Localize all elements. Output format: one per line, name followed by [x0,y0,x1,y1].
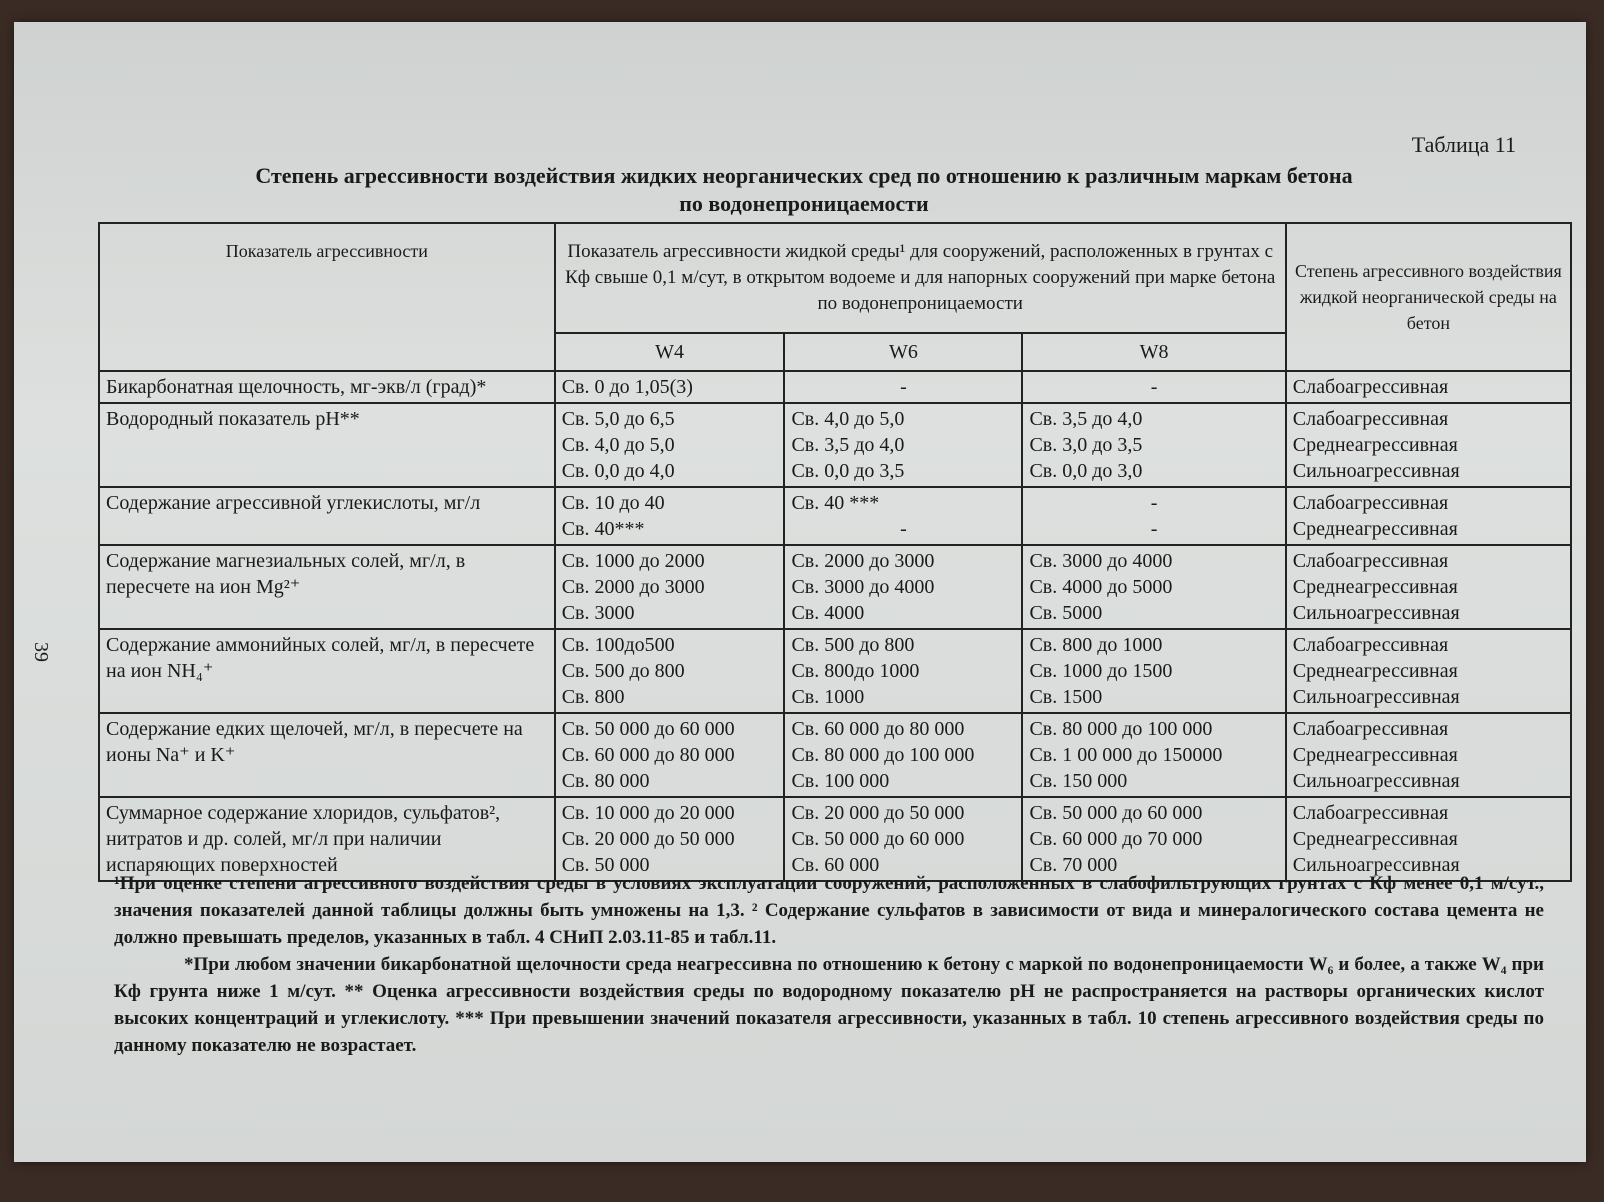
header-w4: W4 [555,333,785,371]
cell-w4 [555,403,785,487]
table-row [99,487,1571,545]
cell-indicator: Суммарное содержание хлоридов, сульфатов², нитратов и др. солей, мг/л при наличии испаряющих поверхностей [99,797,555,881]
cell-indicator: Содержание магнезиальных солей, мг/л, в пересчете на ион Mg²⁺ [99,545,555,629]
cell-w8 [1022,371,1285,403]
cell-value: Св. 40 *** [791,492,880,514]
cell-value: Св. 150 000 [1029,770,1128,792]
cell-indicator: Содержание агрессивной углекислоты, мг/л [99,487,555,545]
cell-degree [1286,629,1571,713]
cell-value: Сильноагрессивная [1292,770,1460,792]
cell-value: Св. 4000 до 5000 [1029,576,1173,598]
table-row [99,371,1571,403]
cell-value: Св. 0,0 до 3,0 [1029,460,1143,482]
cell-value: Св. 3,0 до 3,5 [1029,434,1143,456]
page-number: 39 [30,642,52,662]
cell-value: Св. 80 000 до 100 000 [1029,718,1213,740]
cell-value: Сильноагрессивная [1292,686,1460,708]
footnote-2: *При любом значении бикарбонатной щелочности среда неагрессивна по отношению к бетону с маркой по водонепроницаемости W₆ и более, а также W₄ при Кф грунта ниже 1 м/сут. ** Оценка агрессивности воздействия среды по водородному показателю рН не распространяется на растворы органических кислот высоких концентраций и углекислоту. *** При превышении значений показателя агрессивности, указанных в табл. 10 степень агрессивного воздействия среды по данному показателю не возрастает. [114,954,1544,1056]
table-row [99,403,1571,487]
header-indicator: Показатель агрессивности [99,223,555,371]
cell-value: Св. 80 000 [561,770,650,792]
cell-degree [1286,403,1571,487]
cell-value: Св. 20 000 до 50 000 [561,828,735,850]
table-title [84,162,1524,218]
cell-w4 [555,371,785,403]
cell-w8 [1022,545,1285,629]
cell-indicator: Содержание аммонийных солей, мг/л, в пересчете на ион NH₄⁺ [99,629,555,713]
cell-value: Слабоагрессивная [1292,408,1449,430]
cell-w8 [1022,487,1285,545]
title-line-1: Степень агрессивности воздействия жидких неорганических сред по отношению к различным маркам бетона [255,163,1353,188]
cell-w6 [784,487,1022,545]
cell-value: Св. 500 до 800 [561,660,685,682]
cell-indicator: Содержание едких щелочей, мг/л, в пересчете на ионы Na⁺ и K⁺ [99,713,555,797]
cell-value: Св. 100до500 [561,634,675,656]
cell-value: Св. 3000 до 4000 [791,576,935,598]
cell-degree [1286,487,1571,545]
cell-value: Среднеагрессивная [1292,828,1458,850]
cell-value: Слабоагрессивная [1292,376,1449,398]
cell-value: Св. 4,0 до 5,0 [561,434,675,456]
footnote-1: ¹При оценке степени агрессивного воздействия среды в условиях эксплуатации сооружений, расположенных в слабофильтрующих грунтах с Кф менее 0,1 м/сут., значения показателей данной таблицы должны быть умножены на 1,3. ² Содержание сульфатов в зависимости от вида и минералогического состава цемента не должно превышать пределов, указанных в табл. 4 СНиП 2.03.11-85 и табл.11. [114,873,1544,948]
aggressiveness-table [98,222,1572,882]
header-degree: Степень агрессивного воздействия жидкой неорганической среды на бетон [1286,223,1571,371]
cell-value: Среднеагрессивная [1292,660,1458,682]
cell-value: Св. 1000 до 2000 [561,550,705,572]
cell-value: Св. 0,0 до 4,0 [561,460,675,482]
cell-value: Св. 60 000 [791,854,880,876]
cell-w4 [555,797,785,881]
cell-value: - [900,518,907,540]
cell-value: Св. 1000 до 1500 [1029,660,1173,682]
document-page [14,22,1586,1162]
cell-value: Св. 80 000 до 100 000 [791,744,975,766]
cell-value: Слабоагрессивная [1292,550,1449,572]
cell-value: Св. 500 до 800 [791,634,915,656]
cell-indicator: Бикарбонатная щелочность, мг-экв/л (град)* [99,371,555,403]
cell-value: Св. 5,0 до 6,5 [561,408,675,430]
cell-value: Св. 40*** [561,518,645,540]
cell-value: Слабоагрессивная [1292,634,1449,656]
cell-value: Св. 800 [561,686,625,708]
cell-w8 [1022,713,1285,797]
cell-value: Св. 20 000 до 50 000 [791,802,965,824]
cell-value: Св. 0 до 1,05(3) [561,376,693,398]
cell-value: Св. 50 000 [561,854,650,876]
cell-value: Св. 4,0 до 5,0 [791,408,905,430]
cell-value: Св. 800до 1000 [791,660,920,682]
cell-indicator: Водородный показатель рН** [99,403,555,487]
cell-value: - [1150,376,1158,398]
cell-value: Сильноагрессивная [1292,854,1460,876]
cell-value: Св. 1000 [791,686,865,708]
cell-value: Сильноагрессивная [1292,460,1460,482]
table-label: Таблица 11 [1411,132,1516,157]
cell-value: Св. 50 000 до 60 000 [1029,802,1203,824]
header-w8: W8 [1022,333,1285,371]
cell-value: Среднеагрессивная [1292,434,1458,456]
cell-value: - [1150,492,1158,514]
cell-value: Св. 60 000 до 80 000 [791,718,965,740]
cell-value: Св. 4000 [791,602,865,624]
cell-value: Слабоагрессивная [1292,718,1449,740]
cell-value: Св. 10 000 до 20 000 [561,802,735,824]
header-w6: W6 [784,333,1022,371]
cell-value: Св. 1 00 000 до 150000 [1029,744,1223,766]
cell-w6 [784,797,1022,881]
cell-value: Св. 2000 до 3000 [791,550,935,572]
cell-value: Сильноагрессивная [1292,602,1460,624]
cell-w6 [784,629,1022,713]
cell-value: Св. 3000 [561,602,635,624]
cell-value: Св. 50 000 до 60 000 [791,828,965,850]
cell-degree [1286,797,1571,881]
cell-value: Св. 60 000 до 80 000 [561,744,735,766]
cell-w8 [1022,403,1285,487]
cell-value: Св. 5000 [1029,602,1103,624]
cell-value: Св. 0,0 до 3,5 [791,460,905,482]
cell-value: Св. 3000 до 4000 [1029,550,1173,572]
cell-w4 [555,713,785,797]
cell-w4 [555,487,785,545]
cell-w6 [784,371,1022,403]
title-line-2: по водонепроницаемости [679,191,929,216]
cell-w8 [1022,797,1285,881]
cell-value: - [1150,518,1158,540]
cell-value: Св. 2000 до 3000 [561,576,705,598]
table-row [99,797,1571,881]
cell-value: Среднеагрессивная [1292,576,1458,598]
footnotes [114,870,1544,1059]
cell-w4 [555,629,785,713]
cell-w6 [784,713,1022,797]
cell-value: Св. 800 до 1000 [1029,634,1163,656]
cell-value: Св. 10 до 40 [561,492,665,514]
cell-value: Св. 70 000 [1029,854,1118,876]
cell-degree [1286,545,1571,629]
table-row [99,629,1571,713]
cell-value: Св. 3,5 до 4,0 [791,434,905,456]
cell-value: Св. 1500 [1029,686,1103,708]
cell-value: - [900,376,907,398]
cell-w8 [1022,629,1285,713]
header-liquid-indicator: Показатель агрессивности жидкой среды¹ для сооружений, расположенных в грунтах с Кф свыше 0,1 м/сут, в открытом водоеме и для напорных сооружений при марке бетона по водонепроницаемости [555,223,1286,333]
table-row [99,713,1571,797]
cell-value: Св. 3,5 до 4,0 [1029,408,1143,430]
cell-value: Среднеагрессивная [1292,744,1458,766]
cell-w4 [555,545,785,629]
cell-value: Среднеагрессивная [1292,518,1458,540]
cell-w6 [784,545,1022,629]
cell-value: Св. 50 000 до 60 000 [561,718,735,740]
cell-degree [1286,713,1571,797]
cell-value: Слабоагрессивная [1292,802,1449,824]
cell-value: Св. 100 000 [791,770,890,792]
cell-value: Слабоагрессивная [1292,492,1449,514]
cell-w6 [784,403,1022,487]
cell-degree [1286,371,1571,403]
table-row [99,545,1571,629]
cell-value: Св. 60 000 до 70 000 [1029,828,1203,850]
